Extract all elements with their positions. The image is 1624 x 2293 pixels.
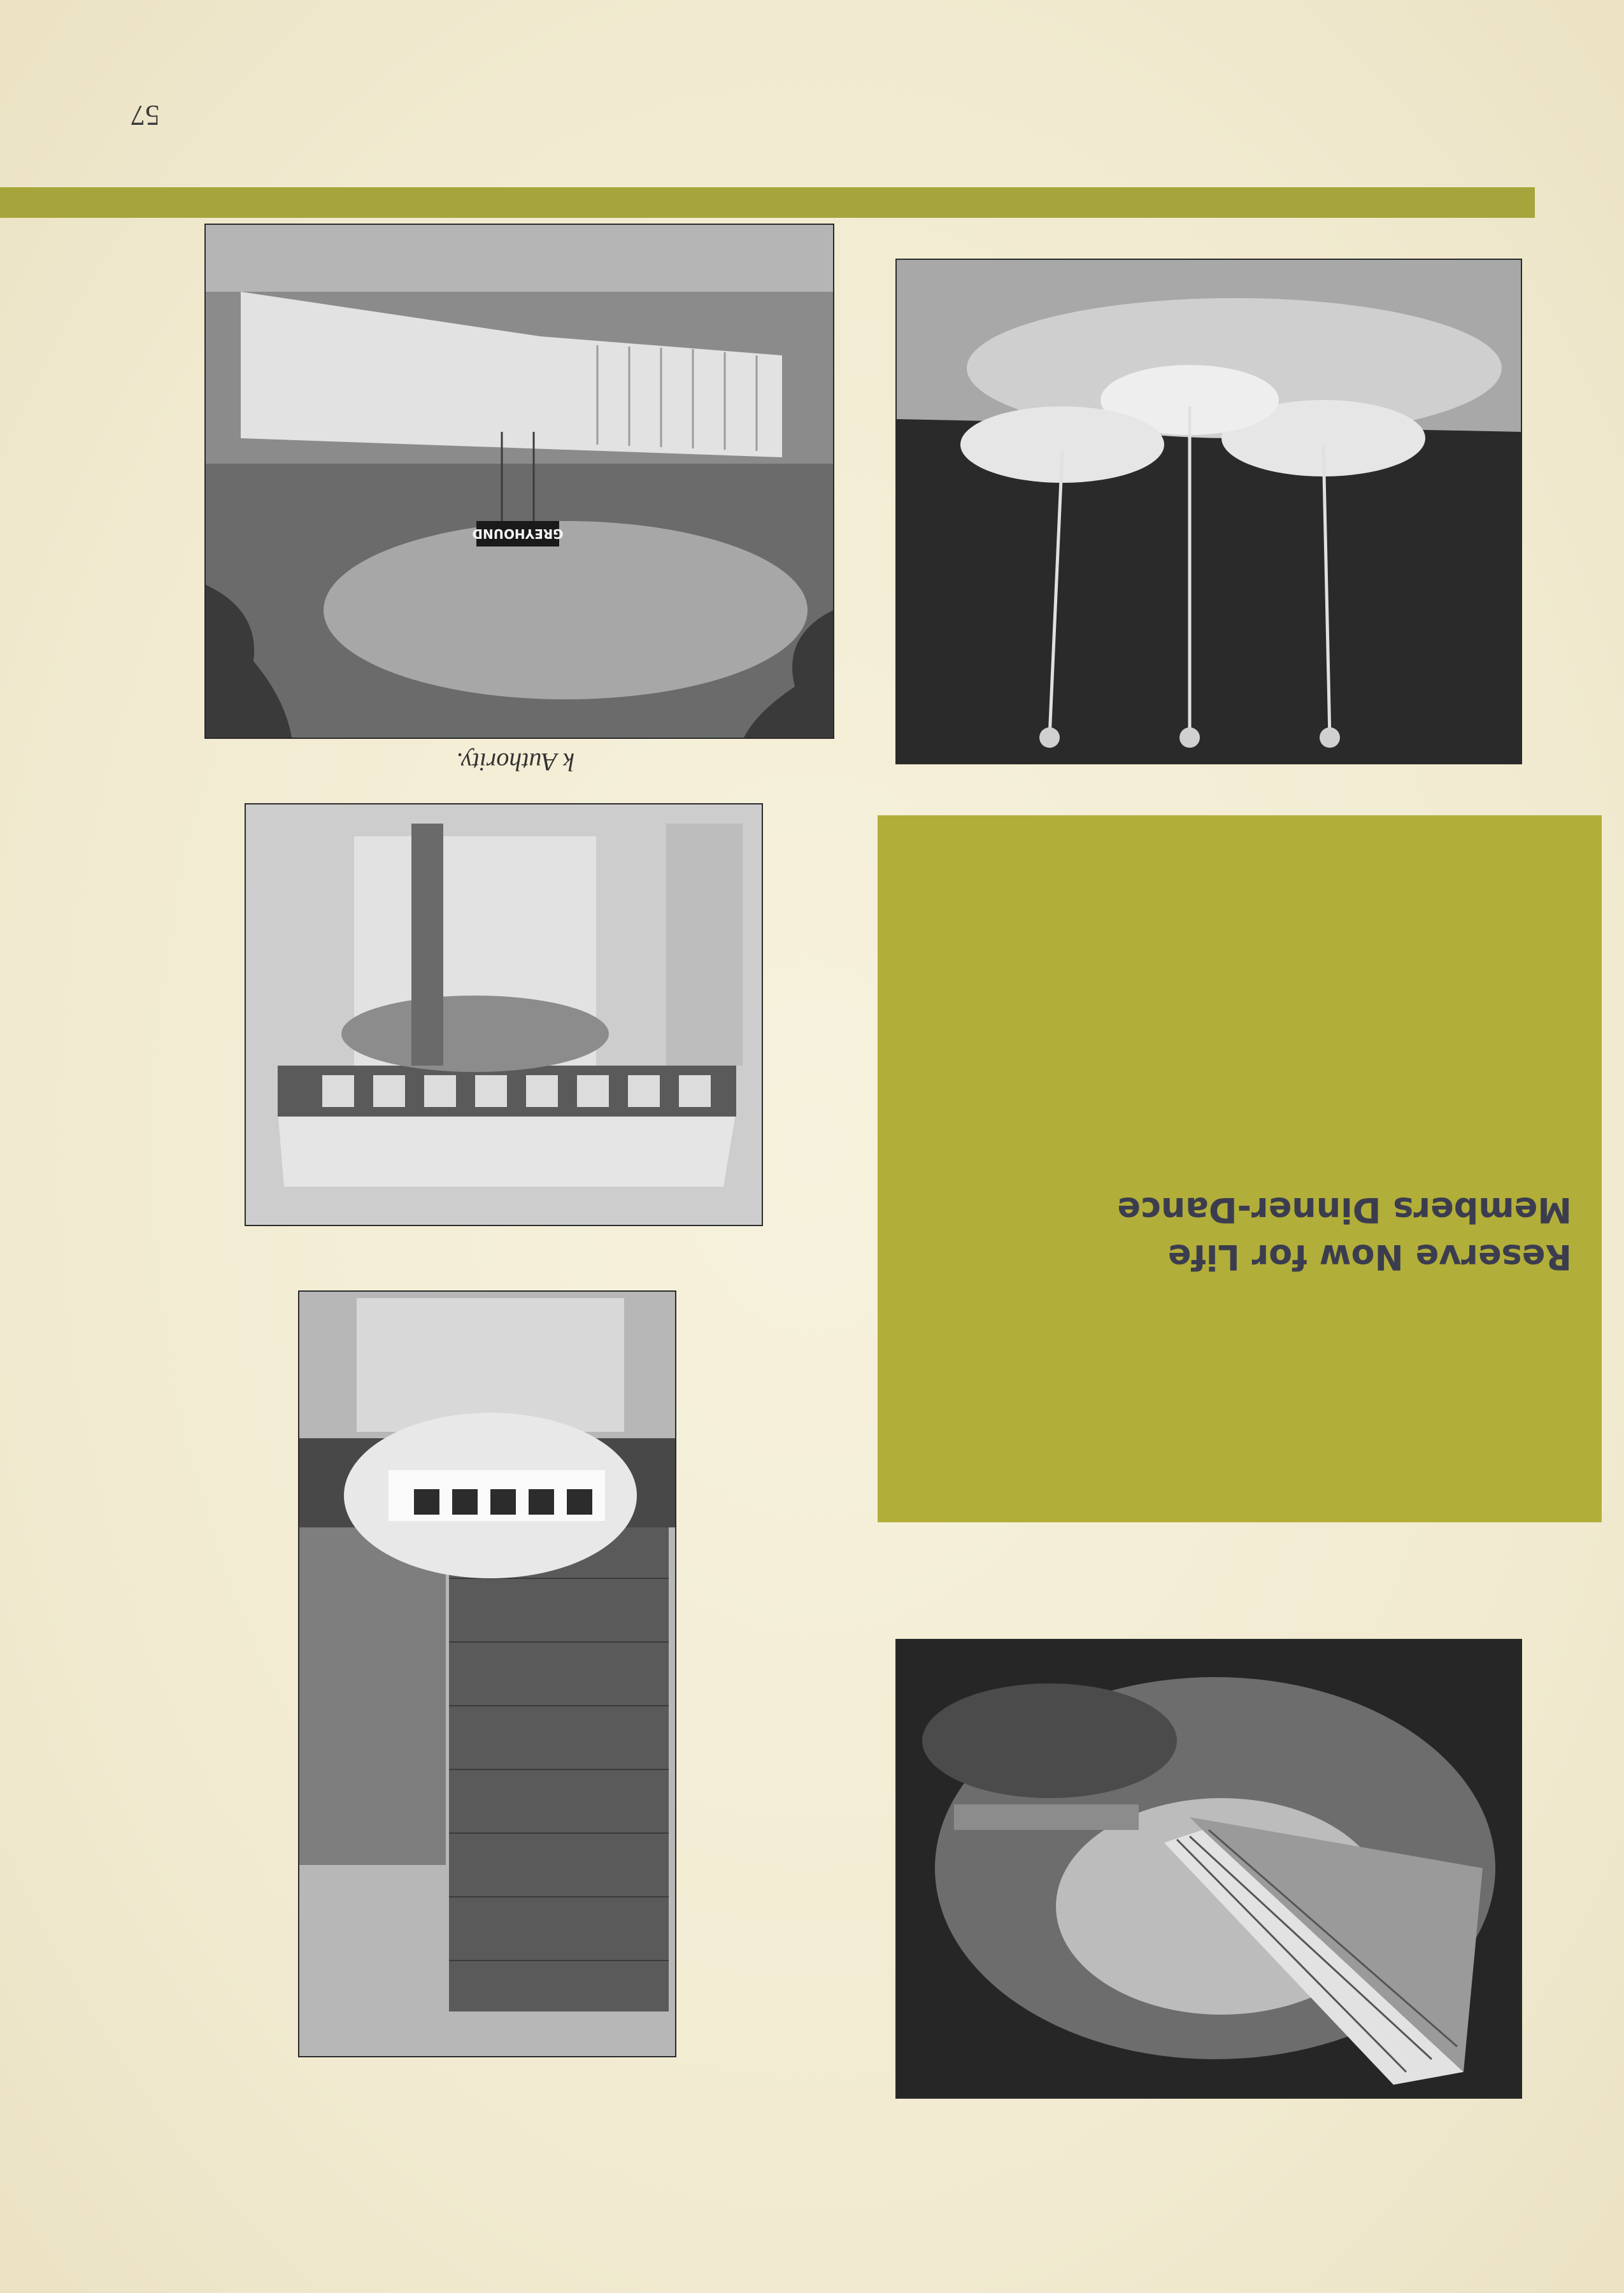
olive-accent-bar: [0, 187, 1535, 218]
photo-glass-terminal: [245, 803, 763, 1226]
heliport-model-image: [897, 260, 1521, 763]
panel-heading-line1: Reserve Now for Life: [1167, 1237, 1572, 1277]
greyhound-sign-text: GREYHOUND: [472, 526, 564, 541]
page-number: 57: [131, 99, 160, 132]
aerial-terminal-image: [897, 1640, 1521, 2097]
photo-heliport-model: [895, 259, 1522, 764]
olive-panel: [878, 815, 1602, 1522]
greyhound-terminal-image: [206, 225, 833, 738]
photo-greyhound-terminal: [204, 224, 834, 739]
panel-heading-line2: Members Dinner-Dance: [1117, 1190, 1572, 1230]
panel-heading: [1062, 1186, 1572, 1280]
caption-fragment: k Authority.: [456, 748, 574, 776]
glass-terminal-image: [246, 804, 762, 1225]
photo-tower-helicopter: [298, 1290, 676, 2057]
tower-helicopter-image: [299, 1292, 675, 2056]
photo-aerial-terminal: [895, 1639, 1522, 2099]
